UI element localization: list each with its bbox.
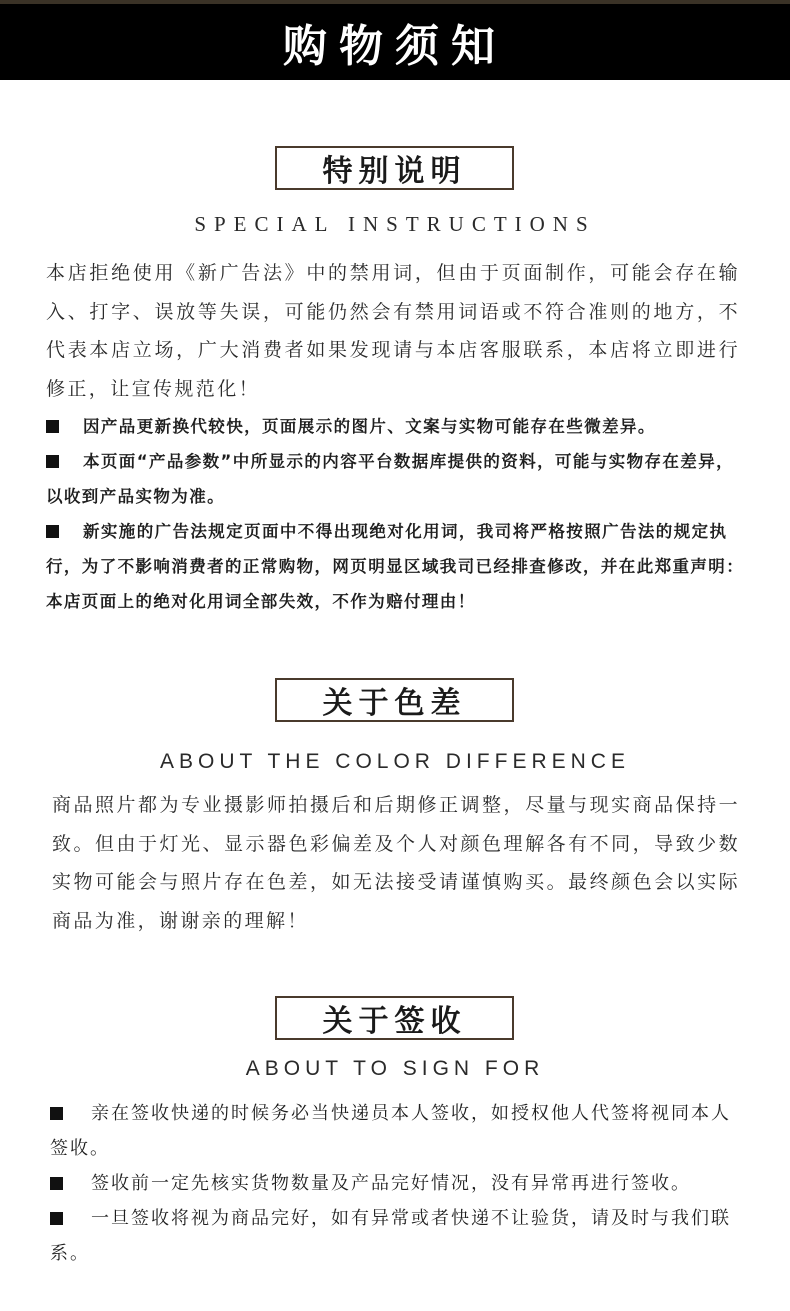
sign-bullet-1 bbox=[50, 1096, 750, 1166]
special-bullet-3 bbox=[46, 514, 746, 619]
sign-bullet-2-text: 签收前一定先核实货物数量及产品完好情况，没有异常再进行签收。 bbox=[91, 1173, 691, 1194]
square-bullet-icon bbox=[46, 455, 59, 468]
special-bullet-1-text: 因产品更新换代较快，页面展示的图片、文案与实物可能存在些微差异。 bbox=[83, 417, 656, 436]
square-bullet-icon bbox=[50, 1212, 63, 1225]
sign-bullet-3-text: 一旦签收将视为商品完好，如有异常或者快递不让验货，请及时与我们联系。 bbox=[50, 1208, 731, 1264]
sign-bullet-3 bbox=[50, 1201, 750, 1271]
special-heading-box bbox=[275, 146, 514, 190]
sign-heading: 关于签收 bbox=[322, 1004, 467, 1039]
color-subheading: ABOUT THE COLOR DIFFERENCE bbox=[160, 750, 630, 773]
square-bullet-icon bbox=[50, 1177, 63, 1190]
sign-bullet-1-text: 亲在签收快递的时候务必当快递员本人签收，如授权他人代签将视同本人签收。 bbox=[50, 1103, 731, 1159]
color-heading-box bbox=[275, 678, 514, 722]
special-subheading: SPECIAL INSTRUCTIONS bbox=[194, 212, 596, 236]
special-bullet-1 bbox=[46, 409, 746, 444]
special-bullet-2 bbox=[46, 444, 746, 514]
banner-title: 购物须知 bbox=[283, 21, 507, 72]
color-paragraph: 商品照片都为专业摄影师拍摄后和后期修正调整，尽量与现实商品保持一致。但由于灯光、显示器色彩偏差及个人对颜色理解各有不同，导致少数实物可能会与照片存在色差，如无法接受请谨慎购买。最终颜色会以实际商品为准，谢谢亲的理解！ bbox=[52, 794, 740, 932]
color-heading: 关于色差 bbox=[322, 686, 467, 721]
special-bullet-2-text: 本页面“产品参数”中所显示的内容平台数据库提供的资料，可能与实物存在差异，以收到产品实物为准。 bbox=[46, 452, 734, 506]
top-banner bbox=[0, 0, 790, 80]
square-bullet-icon bbox=[50, 1107, 63, 1120]
sign-heading-box bbox=[275, 996, 514, 1040]
square-bullet-icon bbox=[46, 525, 59, 538]
sign-bullet-2 bbox=[50, 1166, 750, 1201]
special-paragraph: 本店拒绝使用《新广告法》中的禁用词，但由于页面制作，可能会存在输入、打字、误放等失误，可能仍然会有禁用词语或不符合准则的地方，不代表本店立场，广大消费者如果发现请与本店客服联系，本店将立即进行修正，让宣传规范化！ bbox=[46, 262, 740, 400]
square-bullet-icon bbox=[46, 420, 59, 433]
sign-subheading: ABOUT TO SIGN FOR bbox=[245, 1057, 545, 1080]
special-bullet-3-text: 新实施的广告法规定页面中不得出现绝对化用词，我司将严格按照广告法的规定执行，为了不影响消费者的正常购物，网页明显区域我司已经排查修改，并在此郑重声明：本店页面上的绝对化用词全部失效，不作为赔付理由！ bbox=[46, 522, 745, 611]
special-heading: 特别说明 bbox=[322, 154, 467, 189]
